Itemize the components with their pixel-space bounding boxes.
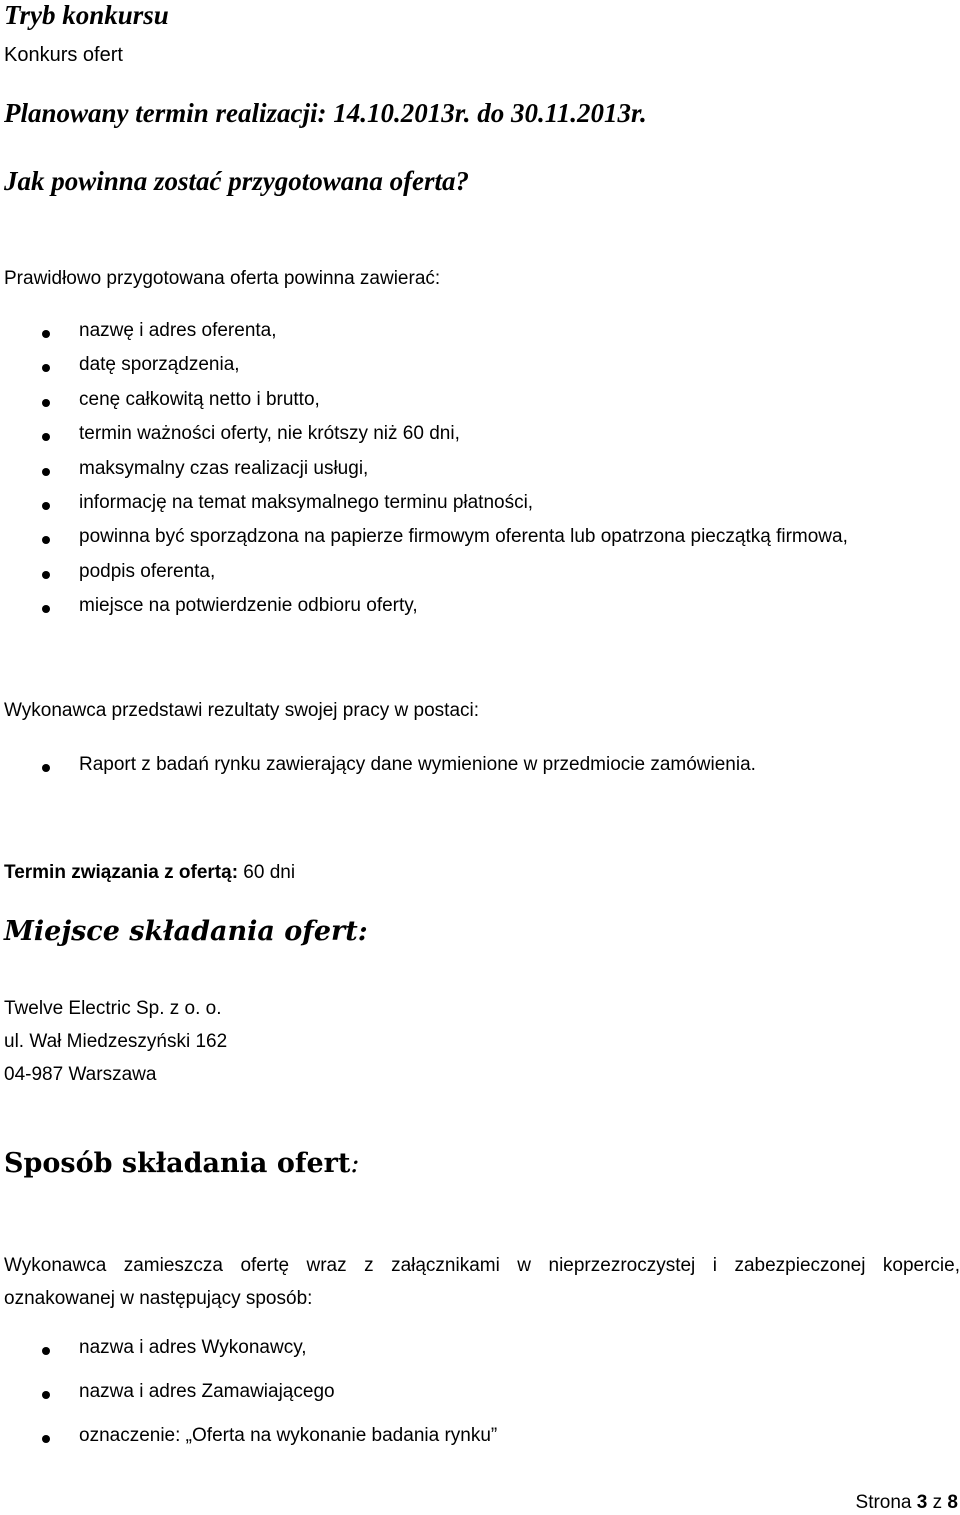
- submission-place-heading: Miejsce składania ofert:: [4, 916, 368, 947]
- list-item-text: podpis oferenta,: [79, 560, 216, 582]
- bullet-icon: [42, 1435, 50, 1443]
- bullet-icon: [42, 330, 50, 338]
- binding-term: [4, 862, 295, 884]
- submission-method-heading-colon: :: [350, 1148, 360, 1179]
- results-intro: Wykonawca przedstawi rezultaty swojej pracy w postaci:: [4, 700, 480, 721]
- list-item: [0, 458, 960, 492]
- offer-contents-list: [0, 320, 960, 630]
- bullet-icon: [42, 433, 50, 441]
- bullet-icon: [42, 605, 50, 613]
- bullet-icon: [42, 1347, 50, 1355]
- list-item-text: oznaczenie: „Oferta na wykonanie badania rynku”: [79, 1425, 498, 1446]
- list-item-text: nazwę i adres oferenta,: [79, 320, 277, 341]
- page-subtitle: Konkurs ofert: [4, 44, 123, 66]
- list-item-text: miejsce na potwierdzenie odbioru oferty,: [79, 595, 418, 617]
- submission-method-paragraph: [4, 1249, 960, 1315]
- list-item: [0, 754, 960, 788]
- list-item: [0, 1381, 960, 1425]
- results-list: [0, 754, 960, 788]
- bullet-icon: [42, 571, 50, 579]
- submission-method-heading-text: Sposób składania ofert: [4, 1148, 351, 1179]
- bullet-icon: [42, 468, 50, 476]
- company-city: 04-987 Warszawa: [4, 1064, 157, 1085]
- company-name: Twelve Electric Sp. z o. o.: [4, 998, 222, 1019]
- list-item-text: nazwa i adres Zamawiającego: [79, 1381, 335, 1402]
- list-item-text: termin ważności oferty, nie krótszy niż 60 dni,: [79, 423, 460, 445]
- list-item: [0, 423, 960, 457]
- list-item: [0, 561, 960, 595]
- page-number: [856, 1492, 958, 1514]
- list-item-text: cenę całkowitą netto i brutto,: [79, 388, 320, 410]
- binding-term-label: Termin związania z ofertą:: [4, 862, 239, 883]
- paragraph-line: oznakowanej w następujący sposób:: [4, 1288, 313, 1309]
- page-number-total: 8: [947, 1492, 958, 1513]
- list-item: [0, 354, 960, 388]
- company-street: ul. Wał Miedzeszyński 162: [4, 1031, 228, 1052]
- list-item: [0, 320, 960, 354]
- list-item-text: nazwa i adres Wykonawcy,: [79, 1337, 307, 1358]
- offer-preparation-heading: Jak powinna zostać przygotowana oferta?: [4, 166, 470, 196]
- list-item: [0, 389, 960, 423]
- list-item-text: maksymalny czas realizacji usługi,: [79, 457, 369, 479]
- bullet-icon: [42, 502, 50, 510]
- list-item: [0, 526, 960, 560]
- bullet-icon: [42, 764, 50, 772]
- paragraph-line: Wykonawca zamieszcza ofertę wraz z załącznikami w nieprzezroczystej i zabezpieczonej kopercie,: [4, 1255, 960, 1276]
- list-item: [0, 492, 960, 526]
- list-item-text: powinna być sporządzona na papierze firmowym oferenta lub opatrzona pieczątką firmowa,: [79, 526, 848, 548]
- page-number-current: 3: [916, 1492, 928, 1513]
- list-item-text: Raport z badań rynku zawierający dane wymienione w przedmiocie zamówienia.: [79, 754, 756, 775]
- bullet-icon: [42, 1391, 50, 1399]
- list-item: [0, 1425, 960, 1469]
- page-number-separator: z: [927, 1492, 948, 1513]
- list-item-text: datę sporządzenia,: [79, 354, 240, 376]
- page-title: Tryb konkursu: [4, 0, 169, 30]
- binding-term-value: 60 dni: [238, 862, 296, 883]
- offer-contents-intro: Prawidłowo przygotowana oferta powinna zawierać:: [4, 268, 441, 289]
- page-number-prefix: Strona: [855, 1492, 917, 1513]
- realization-term-heading: Planowany termin realizacji: 14.10.2013r. do 30.11.2013r.: [4, 98, 647, 128]
- bullet-icon: [42, 364, 50, 372]
- submission-method-heading: [4, 1148, 359, 1179]
- envelope-marking-list: [0, 1337, 960, 1469]
- bullet-icon: [42, 536, 50, 544]
- bullet-icon: [42, 399, 50, 407]
- list-item-text: informację na temat maksymalnego terminu płatności,: [79, 491, 534, 513]
- list-item: [0, 595, 960, 629]
- list-item: [0, 1337, 960, 1381]
